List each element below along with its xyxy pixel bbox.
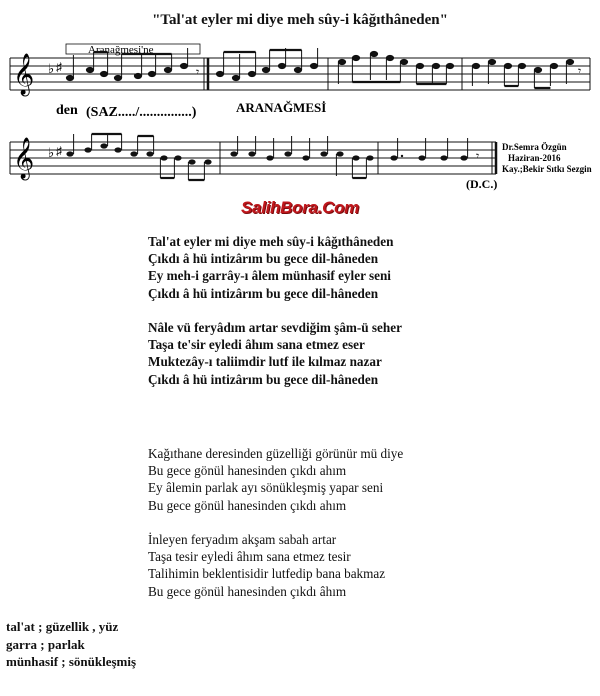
glossary-entry: münhasif ; sönükleşmiş — [6, 654, 137, 669]
glossary-entry: garra ; parlak — [6, 636, 85, 652]
site-logo: SalihBora.Com — [241, 198, 359, 217]
svg-text:♭: ♭ — [48, 61, 55, 76]
svg-text:𝄾: 𝄾 — [196, 65, 200, 79]
lyric-line: Muktezây-ı taliimdir lutf ile kılmaz nazar — [148, 354, 382, 370]
svg-text:♭: ♭ — [48, 145, 55, 160]
lyric-line: Tal'at eyler mi diye meh sûy-i kâğıthâneden — [148, 234, 394, 249]
modern-lyric-line: Bu gece gönül hanesinden çıkdı ahım — [148, 463, 347, 479]
glossary — [6, 618, 136, 671]
credit-date: Haziran-2016 — [508, 153, 561, 163]
modern-lyric-line: Bu gece gönül hanesinden çıkdı âhım — [148, 583, 347, 599]
modern-lyric-line: Kağıthane deresinden güzelliği görünür mü diye — [148, 446, 404, 461]
original-stanza-1 — [148, 233, 393, 302]
saz-note: (SAZ...../...............) — [86, 105, 197, 120]
svg-text:𝄾: 𝄾 — [578, 64, 582, 78]
modern-lyric-line: Bu gece gönül hanesinden çıkdı ahım — [148, 497, 347, 513]
credit-source: Kay.;Bekir Sıtkı Sezgin — [502, 164, 592, 174]
modern-stanza-2 — [148, 531, 385, 600]
svg-text:♯: ♯ — [56, 60, 62, 74]
svg-text:♯: ♯ — [56, 144, 62, 158]
score-line-1 — [0, 40, 600, 130]
section-label: ARANAĞMESİ — [236, 100, 327, 115]
score-line-2 — [0, 132, 600, 196]
glossary-entry: tal'at ; güzellik , yüz — [6, 619, 119, 634]
lyric-line: Taşa te'sir eyledi âhım sana etmez eser — [148, 337, 365, 353]
original-stanza-2 — [148, 319, 402, 388]
modern-lyric-line: Taşa tesir eyledi âhım sana etmez tesir — [148, 549, 351, 565]
dc-marking: (D.C.) — [466, 177, 498, 191]
svg-text:𝄾: 𝄾 — [476, 149, 480, 163]
modern-lyric-line: İnleyen feryadım akşam sabah artar — [148, 532, 337, 547]
credit-author: Dr.Semra Özgün — [502, 142, 567, 152]
lyric-line: Ey meh-i garrây-ı âlem münhasif eyler seni — [148, 268, 391, 284]
treble-clef-icon: 𝄞 — [13, 54, 35, 94]
treble-clef-icon: 𝄞 — [13, 138, 35, 178]
lyric-line: Nâle vü feryâdım artar sevdiğim şâm-ü seher — [148, 320, 402, 335]
modern-lyric-line: Talihimin beklentisidir lutfedip bana bakmaz — [148, 566, 386, 582]
lyric-line: Çıkdı â hü intizârım bu gece dil-hâneden — [148, 251, 379, 267]
score-box-label: Aranağmesi'ne — [88, 44, 154, 56]
modern-lyric-line: Ey âlemin parlak ayı sönükleşmiş yapar seni — [148, 480, 384, 496]
lyric-line: Çıkdı â hü intizârım bu gece dil-hâneden — [148, 285, 379, 301]
lyric-line: Çıkdı â hü intizârım bu gece dil-hâneden — [148, 371, 379, 387]
score-lyric-den: den — [56, 103, 78, 118]
modern-stanza-1 — [148, 445, 403, 514]
page-title: "Tal'at eyler mi diye meh sûy-i kâğıthâneden" — [152, 12, 448, 28]
